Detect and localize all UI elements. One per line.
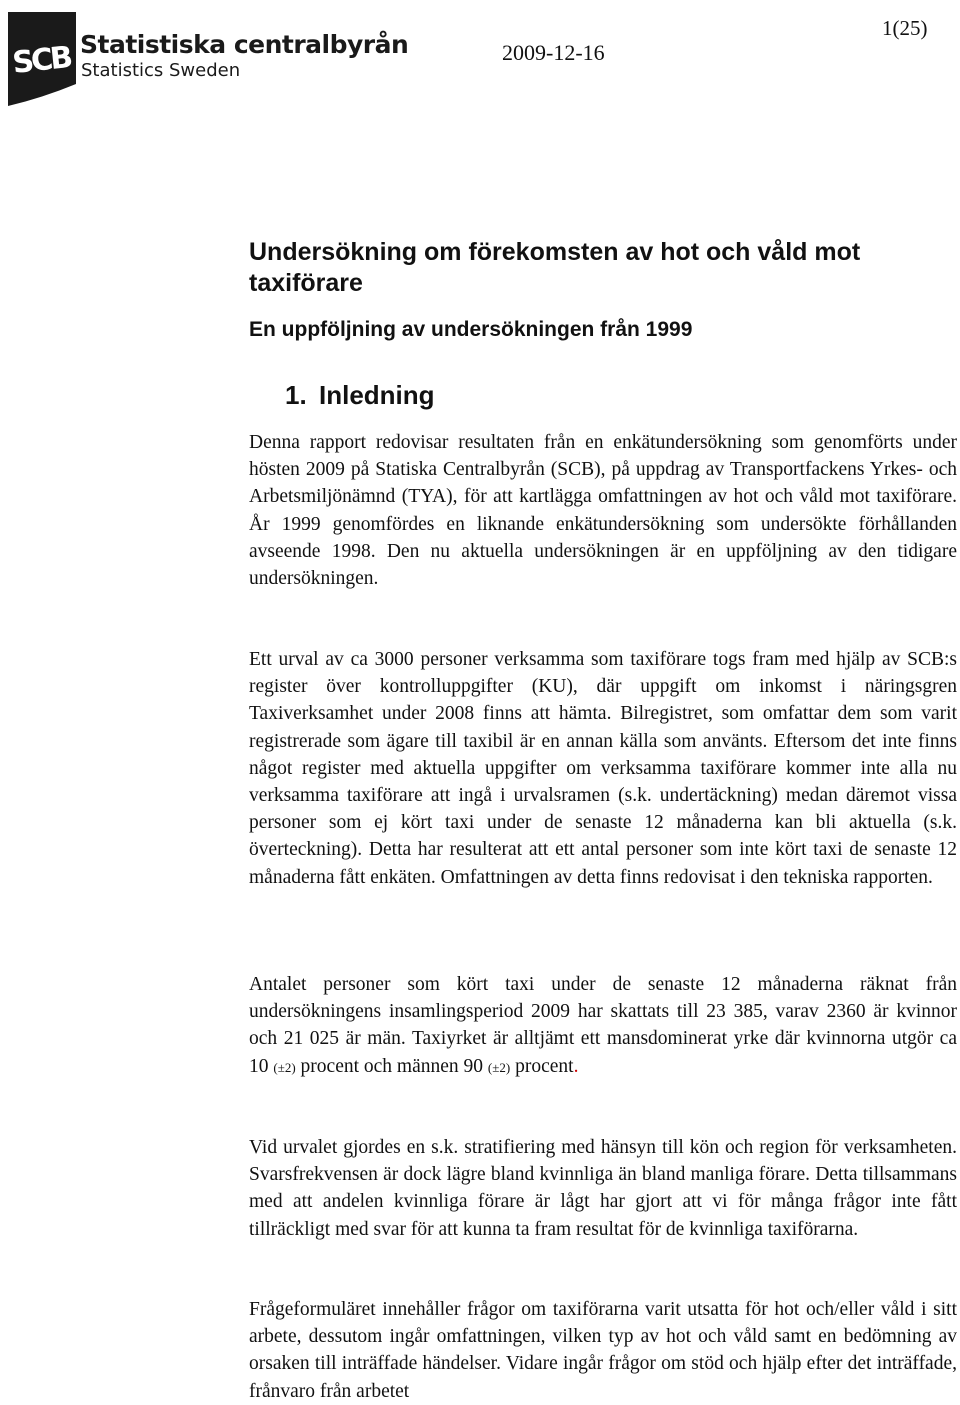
document-title: Undersökning om förekomsten av hot och våld mot taxiförare bbox=[249, 238, 861, 297]
paragraph-1: Denna rapport redovisar resultaten från en enkätundersökning som genomförts under hösten 2009 på Statiska Centralbyrån (SCB), på uppdrag av Transportfackens Yrkes- och Arbetsmiljönämnd (TYA), för att kartlägga omfattningen av hot och våld mot taxiförare. År 1999 genomfördes en liknande enkätundersökning som undersökte förhållanden avseende 1998. Den nu aktuella undersökningen är en uppföljning av den tidigare undersökningen. bbox=[249, 432, 957, 590]
paragraph-3-text: Antalet personer som kört taxi under de senaste 12 månaderna räknat från undersökningens insamlingsperiod 2009 har skattats till 23 385, varav 2360 är kvinnor och 21 025 är män. Taxiyrket är alltjämt ett mansdominerat yrke där kvinnorna utgör ca 10 bbox=[249, 974, 957, 1077]
paragraph-5: Frågeformuläret innehåller frågor om taxiförarna varit utsatta för hot och/eller våld i sitt arbete, dessutom ingår omfattningen, vilken typ av hot och våld samt en bedömning av orsaken till inträffade händelser. Vidare ingår frågor om stöd och hjälp efter det inträffade, frånvaro från arbetet bbox=[249, 1299, 957, 1402]
section-title: Inledning bbox=[319, 380, 435, 410]
section-heading bbox=[285, 380, 435, 411]
logo-mark-text: SCB bbox=[10, 40, 72, 81]
document-date: 2009-12-16 bbox=[502, 40, 605, 65]
margin-of-error: (±2) bbox=[273, 1059, 296, 1075]
paragraph-3 bbox=[249, 971, 957, 1081]
paragraph-3-text: procent bbox=[510, 1055, 574, 1077]
scb-logo-icon bbox=[2, 8, 80, 108]
document-subtitle: En uppföljning av undersökningen från 1999 bbox=[249, 318, 693, 341]
paragraph-2: Ett urval av ca 3000 personer verksamma som taxiförare togs fram med hjälp av SCB:s register över kontrolluppgifter (KU), där uppgift om inkomst i näringsgren Taxiverksamhet under 2008 finns att hämta. Bilregistret, som omfattar dem som varit registrerade som ägare till taxibil är en annan källa som använts. Eftersom det inte finns något register med aktuella uppgifter om verksamma taxiförare kommer inte alla nu verksamma taxiförare att ingå i urvalsramen (s.k. undertäckning) medan däremot vissa personer som ej kört taxi under de senaste 12 månaderna kan bli aktuella (s.k. överteckning). Detta har resulterat att ett antal personer som inte kört taxi de senaste 12 månaderna fått enkäten. Omfattningen av detta finns redovisat i den tekniska rapporten. bbox=[249, 649, 957, 888]
paragraph-3-text: procent och männen 90 bbox=[295, 1055, 488, 1077]
margin-of-error: (±2) bbox=[487, 1059, 511, 1075]
paragraph-4: Vid urvalet gjordes en s.k. stratifiering med hänsyn till kön och region för verksamheten. Svarsfrekvensen är dock lägre bland kvinnliga än bland manliga förare. Detta tillsammans med att andelen kvinnliga förare är lågt har gjort att vi för många frågor inte fått tillräckligt med svar för att kunna ta fram resultat för de kvinnliga taxiförarna. bbox=[249, 1137, 957, 1240]
section-number: 1. bbox=[285, 380, 307, 410]
logo-name: Statistiska centralbyrån bbox=[80, 30, 409, 59]
paragraph-3-end: . bbox=[573, 1055, 579, 1077]
logo-subtitle: Statistics Sweden bbox=[81, 60, 241, 81]
page-number: 1(25) bbox=[882, 16, 928, 40]
